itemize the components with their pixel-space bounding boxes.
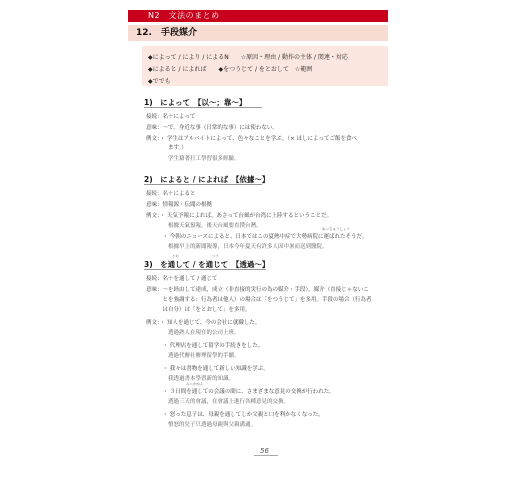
section-heading-3: 3) を通して / を通じて 【透過～】: [144, 260, 270, 269]
section2-line: 例文：・ 天気予報によれば、あさって台風が台湾に上陸するということだ。: [146, 213, 333, 219]
section3-translation: 透過代辦社辦理留學的手續。: [146, 353, 240, 359]
ruby-tsuuji: つう: [212, 254, 219, 258]
section3-translation: 我透過書本學習新的知識。: [146, 376, 235, 382]
section2-line: ・ 今朝のニュースによると、日本ではこの夏熱中症で大勢病院に運ばれたそうだ。: [146, 234, 368, 240]
section1-line: 意味：～で。身近な事（日常的な事）には使わない。: [146, 125, 278, 131]
section1-line: 例文：・ 学生はアルバイトによって、色々なことを学ぶ。（× ほしによってご飯を食べ: [146, 136, 358, 142]
page-number-rule: [254, 455, 278, 456]
section-underline-1: [144, 107, 262, 108]
section1-translation: 学生藉著打工學習很多經驗。: [146, 156, 240, 162]
section3-translation: 透過熟人在現在的公司上班。: [146, 330, 240, 336]
summary-line-3: ◆ででも: [148, 78, 171, 85]
section1-line: ます。）: [146, 145, 187, 151]
section3-line: とを強調する：行為者は他人）の場合は「をつうじて」を多用。手段の場合（行為者: [146, 297, 372, 303]
ruby-mikkakan: みっかかん: [186, 382, 204, 386]
section3-line: 接続：名＋を通して / 通じて: [146, 276, 218, 282]
page-number: 56: [260, 447, 269, 455]
section3-translation: 憤怒的兒子只透過母親與父親溝通。: [146, 422, 257, 428]
section-underline-2: [144, 184, 262, 185]
section2-line: 意味：情報源・伝聞の根拠: [146, 202, 213, 208]
section1-line: 接続：名＋によって: [146, 114, 196, 120]
chapter-header-title: N2 文法のまとめ: [148, 11, 220, 20]
section-title: 12. 手段媒介: [136, 28, 197, 38]
section3-line: 意味：～を経由して達成，成立（非直接的実行の為の媒介・手段）。媒介（直接じゃないこ: [146, 287, 369, 293]
section-heading-1: 1) によって 【以～；靠～】: [144, 98, 247, 107]
section3-line: ・ ３日間を通しての会議の間に、さまざまな意見の交換が行われた。: [146, 389, 335, 395]
section3-line: 例文：・ 知人を通じて、今の会社に就職した。: [146, 320, 261, 326]
section3-translation: 透過三天的會議，在會議上進行各種意見的交換。: [146, 399, 290, 405]
section3-line: は自分）は「をとおして」を多用。: [146, 307, 251, 313]
summary-line-2: ◆によると / によれば ◆をつうじて / をとおして ☆範囲: [148, 66, 313, 73]
section3-line: ・ 我々は書物を通して新しい知識を学ぶ。: [146, 366, 269, 372]
section3-line: ・ 怒った息子は、母親を通してしか父親と口を利かなくなった。: [146, 412, 324, 418]
section-underline-3: [144, 269, 266, 270]
ruby-nettyusyou: ねっちゅうしょう: [322, 227, 350, 231]
section2-line: 接続：名＋によると: [146, 191, 196, 197]
ruby-tooshite: とお: [172, 254, 179, 258]
section2-translation: 根據天氣預報，後天台風要直撲台灣。: [146, 223, 262, 229]
section-heading-2: 2) によると / によれば 【依據～】: [144, 175, 270, 184]
summary-line-1: ◆によって / により / によるN ☆原因・理由 / 動作の主体 / 関連・対応: [148, 54, 348, 61]
section3-line: ・ 代理店を通して留学の手続きをした。: [146, 343, 264, 349]
section2-translation: 根據早上的新聞報導，日本今年夏天有許多人因中暑而送到醫院。: [146, 244, 328, 250]
